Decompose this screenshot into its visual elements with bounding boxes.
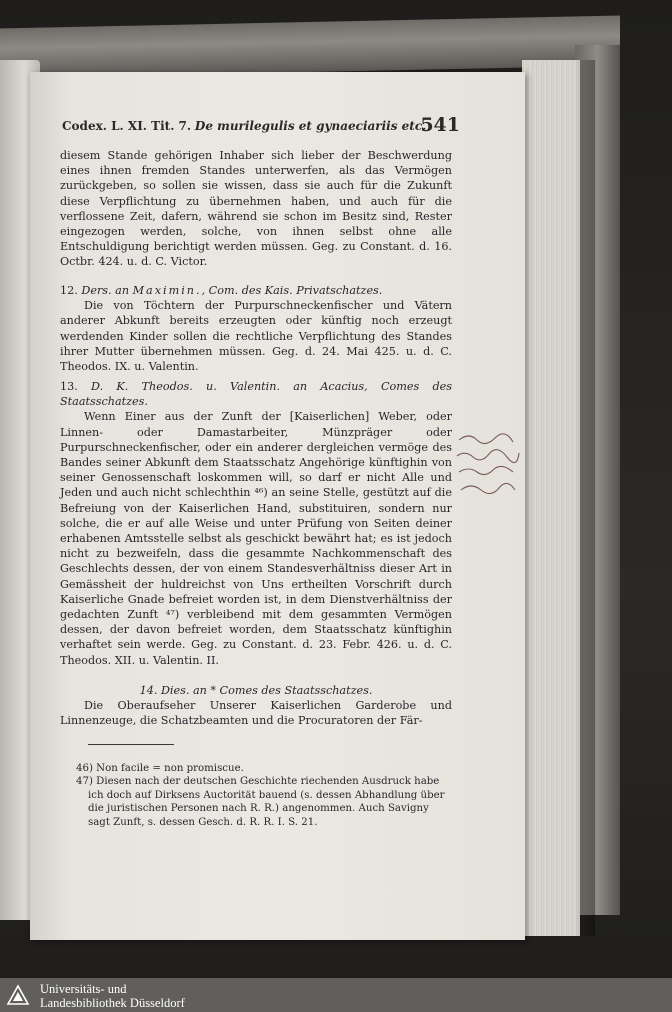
codex-reference: Codex. L. XI. Tit. 7. [62, 119, 192, 133]
section-14-text: Die Oberaufseher Unserer Kaiserlichen Garderobe und Linnenzeuge, die Schatzbeamten und die Procuratoren der Fär- [60, 699, 452, 728]
section-12 [60, 283, 452, 374]
section-13-text: Wenn Einer aus der Zunft der [Kaiserlichen] Weber, oder Linnen- oder Damastarbeiter, Münzpräger oder Purpurschneckenfischer, oder ein anderer dergleichen vermöge des Bandes seiner Abkunft dem Staatsschatz Angehörige künftighin von seiner Genossenschaft loskommen will, so darf er nicht Alle und Jeden und auch nicht schlechthin ⁴⁶) an seine Stelle, gestützt auf die Befreiung von der Kaiserlichen Hand, substituiren, sondern nur solche, die er auf alle Weise und unter Prüfung von Seiten deiner erhabenen Amtsstelle selbst als geschickt bewährt hat; es ist jedoch nicht zu bezweifeln, dass die gesammte Nachkommenschaft des Geschlechts dessen, der von einem Standesverhältniss dieser Art in Gemässheit der huldreichst von Uns ertheilten Vorschrift durch Kaiserliche Gnade befreiet worden ist, in dem Dienstverhältniss der gedachten Zunft ⁴⁷) verbleibend mit dem gesammten Vermögen dessen, der davon befreiet worden, dem Staatsschatz künftighin verhaftet sein werde. Geg. zu Constant. d. 23. Febr. 426. u. d. C. Theodos. XII. u. Valentin. II. [60, 410, 452, 667]
page-number: 541 [420, 114, 460, 136]
footnote-46: 46) Non facile = non promiscue. [76, 763, 244, 774]
library-name-line2: Landesbibliothek Düsseldorf [40, 996, 185, 1010]
section-14-heading: 14. Dies. an * Comes des Staatsschatzes. [139, 684, 373, 697]
footnote-divider [88, 744, 174, 745]
handwritten-margin-note [453, 422, 528, 512]
footnote-47: 47) Diesen nach der deutschen Geschichte riechenden Ausdruck habe ich doch auf Dirksens Auctorität bauend (s. dessen Abhandlung über die juristischen Personen nach R. R.) angenommen. Auch Savigny sagt Zunft, s. dessen Gesch. d. R. R. I. S. 21. [76, 776, 445, 828]
section-12-heading: 12. Ders. an Maximin., Com. des Kais. Privatschatzes. [60, 284, 383, 297]
library-name-line1: Universitäts- und [40, 982, 127, 996]
section-14 [60, 683, 452, 729]
section-title: De murilegulis et gynaeciariis etc. [194, 119, 427, 133]
section-13 [60, 379, 452, 668]
page-stack-edge [522, 60, 580, 936]
library-logo-icon [6, 984, 30, 1008]
footnotes [76, 762, 452, 829]
paragraph-continuation: diesem Stande gehörigen Inhaber sich lieber der Beschwerdung eines ihnen fremden Standes unterwerfen, als das Vermögen zurückgeben, so sollen sie wissen, dass sie auch für die Zukunft diese Verpflichtung zu übernehmen haben, und auch für die verflossene Zeit, dafern, während sie schon im Besitz sind, Rester eingezogen werden, solche, von ihnen selbst ohne alle Entschuldigung berichtigt werden müssen. Geg. zu Constant. d. 16. Octbr. 424. u. d. C. Victor. [60, 149, 452, 269]
running-head [62, 114, 460, 136]
section-12-text: Die von Töchtern der Purpurschneckenfischer und Vätern anderer Abkunft bereits erzeugten oder künftig noch erzeugt werdenden Kinder sollen die rechtliche Verpflichtung des Standes ihrer Mutter übernehmen müssen. Geg. d. 24. Mai 425. u. d. C. Theodos. IX. u. Valentin. [60, 299, 452, 374]
section-13-heading: 13. D. K. Theodos. u. Valentin. an Acacius, Comes des Staatsschatzes. [60, 380, 452, 409]
